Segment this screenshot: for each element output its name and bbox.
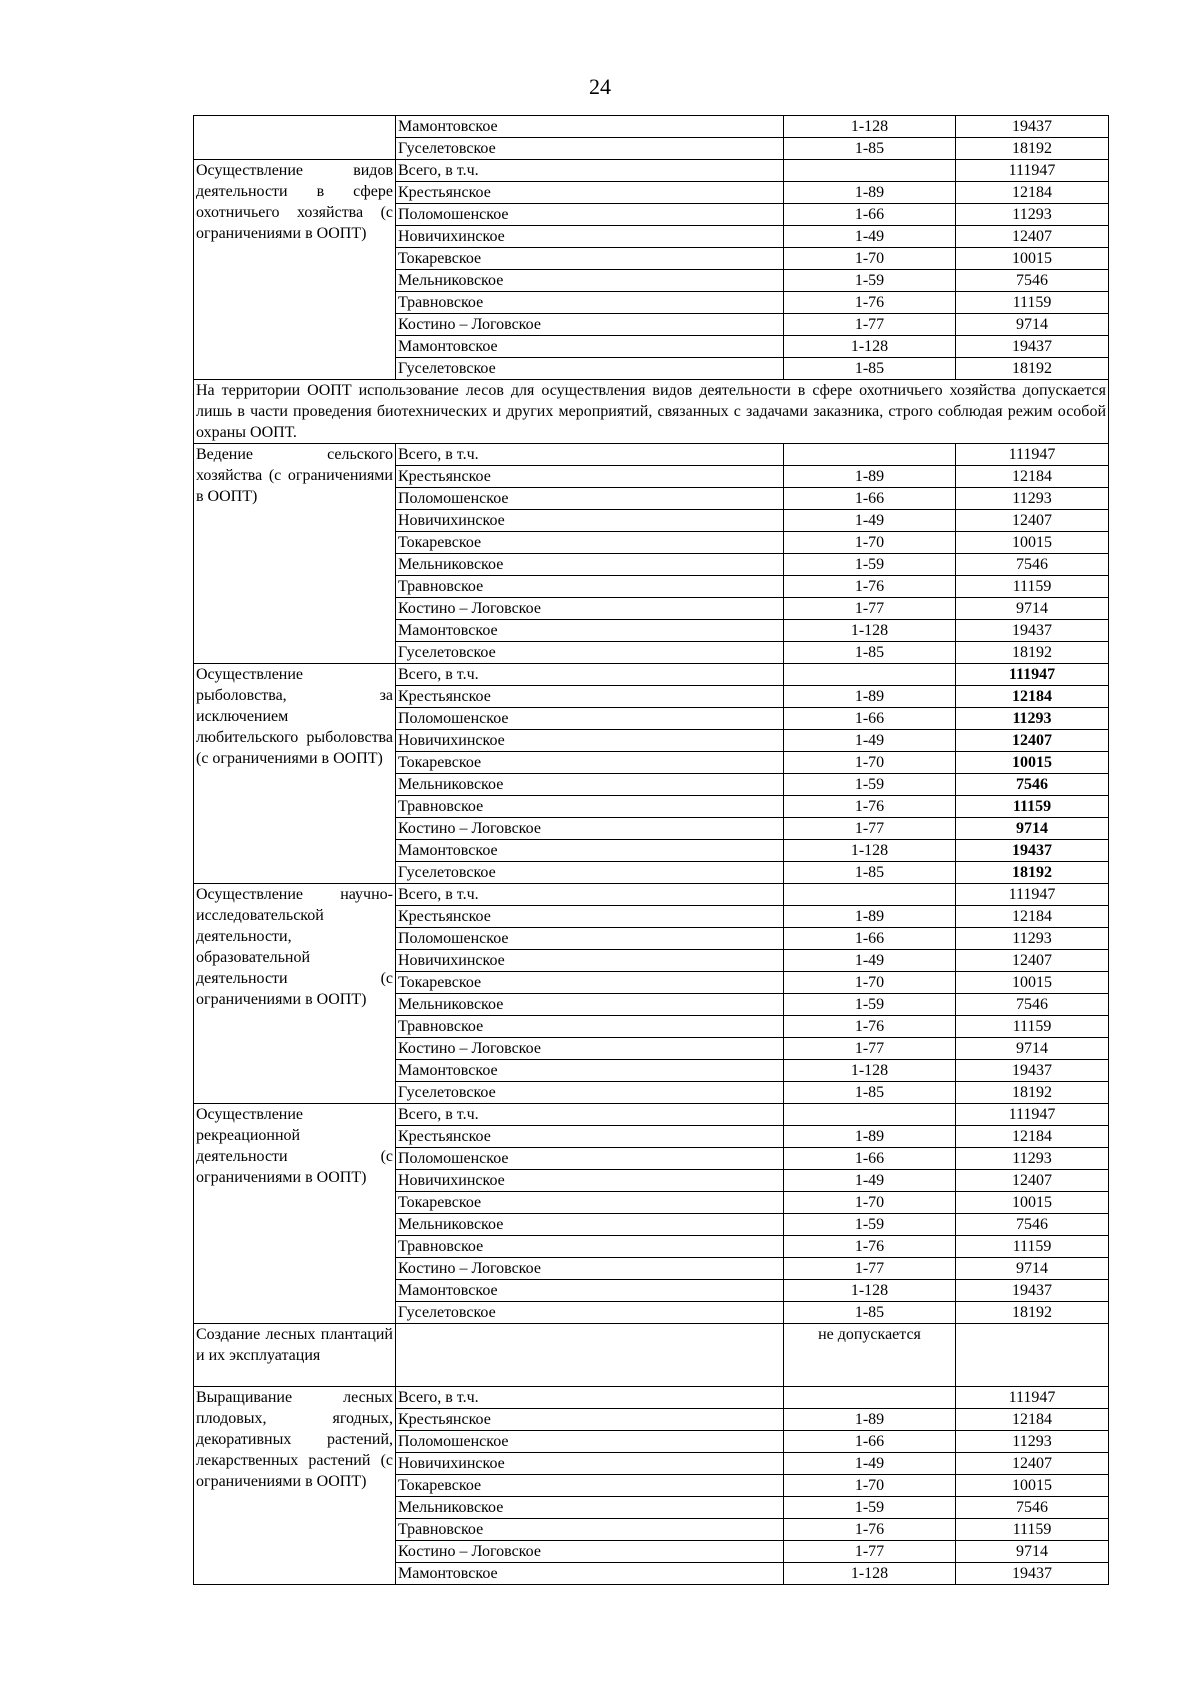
area-cell: 11159 bbox=[956, 1519, 1109, 1541]
quarters-cell: 1-76 bbox=[784, 576, 956, 598]
forestry-cell: Травновское bbox=[396, 292, 784, 314]
quarters-cell: 1-66 bbox=[784, 928, 956, 950]
forestry-cell: Костино – Логовское bbox=[396, 314, 784, 336]
forestry-cell: Травновское bbox=[396, 1016, 784, 1038]
area-cell: 9714 bbox=[956, 1541, 1109, 1563]
forestry-cell: Мамонтовское bbox=[396, 336, 784, 358]
forestry-cell: Мельниковское bbox=[396, 994, 784, 1016]
quarters-cell: 1-85 bbox=[784, 642, 956, 664]
forestry-cell: Всего, в т.ч. bbox=[396, 884, 784, 906]
quarters-cell bbox=[784, 444, 956, 466]
forestry-cell: Поломошенское bbox=[396, 204, 784, 226]
area-cell: 11293 bbox=[956, 1431, 1109, 1453]
quarters-cell: 1-89 bbox=[784, 906, 956, 928]
quarters-cell: 1-59 bbox=[784, 994, 956, 1016]
quarters-cell: 1-77 bbox=[784, 818, 956, 840]
forestry-cell: Крестьянское bbox=[396, 466, 784, 488]
area-cell: 11159 bbox=[956, 1016, 1109, 1038]
quarters-cell: 1-89 bbox=[784, 1126, 956, 1148]
forestry-cell: Мамонтовское bbox=[396, 1060, 784, 1082]
forestry-cell: Всего, в т.ч. bbox=[396, 160, 784, 182]
quarters-cell: 1-49 bbox=[784, 730, 956, 752]
area-cell: 12407 bbox=[956, 1453, 1109, 1475]
forestry-cell: Поломошенское bbox=[396, 1431, 784, 1453]
quarters-cell: 1-76 bbox=[784, 1236, 956, 1258]
quarters-cell: 1-70 bbox=[784, 1192, 956, 1214]
forestry-cell: Поломошенское bbox=[396, 1148, 784, 1170]
quarters-cell: 1-59 bbox=[784, 774, 956, 796]
forestry-cell: Новичихинское bbox=[396, 730, 784, 752]
area-cell: 12184 bbox=[956, 1126, 1109, 1148]
table-row bbox=[194, 884, 1109, 906]
area-cell: 12184 bbox=[956, 182, 1109, 204]
forestry-cell: Костино – Логовское bbox=[396, 1541, 784, 1563]
forestry-cell: Новичихинское bbox=[396, 226, 784, 248]
forestry-cell: Всего, в т.ч. bbox=[396, 1387, 784, 1409]
area-cell: 9714 bbox=[956, 314, 1109, 336]
forestry-cell: Токаревское bbox=[396, 972, 784, 994]
area-cell: 12407 bbox=[956, 1170, 1109, 1192]
forestry-cell: Мамонтовское bbox=[396, 116, 784, 138]
area-cell: 18192 bbox=[956, 138, 1109, 160]
quarters-cell: 1-49 bbox=[784, 226, 956, 248]
area-cell: 18192 bbox=[956, 642, 1109, 664]
quarters-cell: 1-66 bbox=[784, 708, 956, 730]
area-cell: 10015 bbox=[956, 1475, 1109, 1497]
activity-cell: Осуществление рыболовства, за исключением любительского рыболовства (с ограничениями в ООПТ) bbox=[194, 664, 396, 884]
quarters-cell: 1-77 bbox=[784, 598, 956, 620]
forestry-cell: Крестьянское bbox=[396, 182, 784, 204]
table-row bbox=[194, 1387, 1109, 1409]
quarters-cell: 1-77 bbox=[784, 1038, 956, 1060]
forestry-cell: Новичихинское bbox=[396, 510, 784, 532]
area-cell: 111947 bbox=[956, 160, 1109, 182]
forestry-cell: Травновское bbox=[396, 796, 784, 818]
area-cell: 12184 bbox=[956, 906, 1109, 928]
area-cell: 12407 bbox=[956, 510, 1109, 532]
area-cell: 9714 bbox=[956, 1258, 1109, 1280]
quarters-cell: 1-89 bbox=[784, 182, 956, 204]
forestry-cell: Костино – Логовское bbox=[396, 818, 784, 840]
forestry-cell: Травновское bbox=[396, 1236, 784, 1258]
quarters-cell: 1-70 bbox=[784, 248, 956, 270]
quarters-cell: 1-128 bbox=[784, 116, 956, 138]
forestry-cell: Травновское bbox=[396, 576, 784, 598]
forestry-cell: Мамонтовское bbox=[396, 620, 784, 642]
quarters-cell: 1-76 bbox=[784, 1016, 956, 1038]
forestry-cell: Токаревское bbox=[396, 248, 784, 270]
quarters-cell: 1-128 bbox=[784, 336, 956, 358]
quarters-cell: 1-89 bbox=[784, 1409, 956, 1431]
area-cell: 10015 bbox=[956, 248, 1109, 270]
forestry-cell: Мельниковское bbox=[396, 554, 784, 576]
forestry-cell: Крестьянское bbox=[396, 1409, 784, 1431]
area-cell: 111947 bbox=[956, 444, 1109, 466]
quarters-cell: 1-85 bbox=[784, 1302, 956, 1324]
quarters-cell: 1-128 bbox=[784, 840, 956, 862]
quarters-cell bbox=[784, 1387, 956, 1409]
quarters-cell: 1-70 bbox=[784, 752, 956, 774]
table-row bbox=[194, 1324, 1109, 1387]
forestry-cell: Мельниковское bbox=[396, 1214, 784, 1236]
forestry-cell: Крестьянское bbox=[396, 1126, 784, 1148]
quarters-cell: 1-77 bbox=[784, 1258, 956, 1280]
area-cell: 12407 bbox=[956, 730, 1109, 752]
quarters-cell: 1-128 bbox=[784, 620, 956, 642]
forestry-cell: Костино – Логовское bbox=[396, 1038, 784, 1060]
activity-cell: Осуществление видов деятельности в сфере охотничьего хозяйства (с ограничениями в ООПТ) bbox=[194, 160, 396, 380]
forestry-cell: Всего, в т.ч. bbox=[396, 444, 784, 466]
forestry-cell: Новичихинское bbox=[396, 1170, 784, 1192]
quarters-cell bbox=[784, 884, 956, 906]
quarters-cell: 1-59 bbox=[784, 270, 956, 292]
area-cell: 11293 bbox=[956, 1148, 1109, 1170]
ooptp-note: На территории ООПТ использование лесов для осуществления видов деятельности в сфере охотничьего хозяйства допускается лишь в части проведения биотехнических и других мероприятий, связанных с задачами заказника, строго соблюдая режим особой охраны ООПТ. bbox=[194, 380, 1109, 444]
area-cell: 18192 bbox=[956, 1302, 1109, 1324]
forestry-cell: Гуселетовское bbox=[396, 1302, 784, 1324]
area-cell: 10015 bbox=[956, 1192, 1109, 1214]
forestry-cell: Крестьянское bbox=[396, 906, 784, 928]
forestry-cell: Травновское bbox=[396, 1519, 784, 1541]
forestry-cell: Мельниковское bbox=[396, 1497, 784, 1519]
area-cell: 18192 bbox=[956, 358, 1109, 380]
activity-cell bbox=[194, 116, 396, 160]
forestry-cell: Гуселетовское bbox=[396, 642, 784, 664]
area-cell: 18192 bbox=[956, 862, 1109, 884]
forest-use-table bbox=[193, 115, 1109, 1585]
area-cell: 9714 bbox=[956, 598, 1109, 620]
quarters-cell: 1-66 bbox=[784, 488, 956, 510]
forestry-cell: Мельниковское bbox=[396, 774, 784, 796]
page-number: 24 bbox=[589, 74, 611, 99]
area-cell: 111947 bbox=[956, 884, 1109, 906]
quarters-cell: 1-59 bbox=[784, 554, 956, 576]
quarters-cell: 1-128 bbox=[784, 1060, 956, 1082]
area-cell: 11293 bbox=[956, 928, 1109, 950]
table-row bbox=[194, 1104, 1109, 1126]
quarters-cell: 1-70 bbox=[784, 972, 956, 994]
area-cell: 7546 bbox=[956, 270, 1109, 292]
area-cell: 11293 bbox=[956, 204, 1109, 226]
table-row bbox=[194, 664, 1109, 686]
quarters-cell: 1-89 bbox=[784, 466, 956, 488]
forestry-cell: Гуселетовское bbox=[396, 1082, 784, 1104]
area-cell: 10015 bbox=[956, 752, 1109, 774]
area-cell: 11159 bbox=[956, 1236, 1109, 1258]
quarters-cell: 1-77 bbox=[784, 314, 956, 336]
area-cell: 7546 bbox=[956, 1214, 1109, 1236]
area-cell: 19437 bbox=[956, 620, 1109, 642]
quarters-cell: 1-49 bbox=[784, 510, 956, 532]
quarters-cell: 1-49 bbox=[784, 1453, 956, 1475]
area-cell: 11293 bbox=[956, 708, 1109, 730]
forestry-cell: Костино – Логовское bbox=[396, 1258, 784, 1280]
table-row bbox=[194, 160, 1109, 182]
forestry-cell: Поломошенское bbox=[396, 488, 784, 510]
quarters-cell: 1-70 bbox=[784, 1475, 956, 1497]
forestry-cell: Гуселетовское bbox=[396, 862, 784, 884]
quarters-cell: 1-66 bbox=[784, 204, 956, 226]
quarters-cell: 1-59 bbox=[784, 1497, 956, 1519]
forestry-cell: Токаревское bbox=[396, 752, 784, 774]
forestry-cell: Костино – Логовское bbox=[396, 598, 784, 620]
area-cell: 111947 bbox=[956, 1387, 1109, 1409]
forestry-cell: Крестьянское bbox=[396, 686, 784, 708]
area-cell: 7546 bbox=[956, 1497, 1109, 1519]
forestry-cell: Всего, в т.ч. bbox=[396, 664, 784, 686]
table-row bbox=[194, 116, 1109, 138]
quarters-cell: 1-85 bbox=[784, 138, 956, 160]
area-cell: 7546 bbox=[956, 774, 1109, 796]
forestry-cell: Токаревское bbox=[396, 1192, 784, 1214]
quarters-cell bbox=[784, 664, 956, 686]
forestry-cell: Мамонтовское bbox=[396, 840, 784, 862]
area-cell: 11159 bbox=[956, 796, 1109, 818]
area-cell: 19437 bbox=[956, 116, 1109, 138]
activity-cell: Осуществление рекреационной деятельности (с ограничениями в ООПТ) bbox=[194, 1104, 396, 1324]
area-cell: 9714 bbox=[956, 818, 1109, 840]
quarters-cell: 1-59 bbox=[784, 1214, 956, 1236]
area-cell: 7546 bbox=[956, 554, 1109, 576]
area-cell: 11159 bbox=[956, 292, 1109, 314]
quarters-cell: 1-128 bbox=[784, 1280, 956, 1302]
forestry-cell: Гуселетовское bbox=[396, 138, 784, 160]
quarters-cell: 1-66 bbox=[784, 1431, 956, 1453]
activity-cell: Осуществление научно-исследовательской деятельности, образовательной деятельности (с ограничениями в ООПТ) bbox=[194, 884, 396, 1104]
forestry-cell: Токаревское bbox=[396, 1475, 784, 1497]
forestry-cell: Токаревское bbox=[396, 532, 784, 554]
area-cell: 111947 bbox=[956, 664, 1109, 686]
quarters-cell: 1-77 bbox=[784, 1541, 956, 1563]
quarters-cell: 1-76 bbox=[784, 796, 956, 818]
activity-cell: Создание лесных плантаций и их эксплуатация bbox=[194, 1324, 396, 1387]
quarters-cell: 1-128 bbox=[784, 1563, 956, 1585]
area-cell: 12184 bbox=[956, 686, 1109, 708]
area-cell: 11159 bbox=[956, 576, 1109, 598]
area-cell: 9714 bbox=[956, 1038, 1109, 1060]
quarters-cell: 1-76 bbox=[784, 292, 956, 314]
area-cell: 12407 bbox=[956, 950, 1109, 972]
area-cell: 10015 bbox=[956, 972, 1109, 994]
forestry-cell bbox=[396, 1324, 784, 1387]
area-cell: 19437 bbox=[956, 1280, 1109, 1302]
quarters-cell: 1-89 bbox=[784, 686, 956, 708]
quarters-cell bbox=[784, 160, 956, 182]
area-cell: 7546 bbox=[956, 994, 1109, 1016]
area-cell: 19437 bbox=[956, 336, 1109, 358]
forestry-cell: Поломошенское bbox=[396, 928, 784, 950]
area-cell: 19437 bbox=[956, 840, 1109, 862]
area-cell: 18192 bbox=[956, 1082, 1109, 1104]
area-cell: 10015 bbox=[956, 532, 1109, 554]
area-cell: 12407 bbox=[956, 226, 1109, 248]
forestry-cell: Всего, в т.ч. bbox=[396, 1104, 784, 1126]
area-cell: 111947 bbox=[956, 1104, 1109, 1126]
forestry-cell: Новичихинское bbox=[396, 950, 784, 972]
forestry-cell: Гуселетовское bbox=[396, 358, 784, 380]
forestry-cell: Поломошенское bbox=[396, 708, 784, 730]
note-row bbox=[194, 380, 1109, 444]
quarters-cell: 1-49 bbox=[784, 950, 956, 972]
quarters-cell: 1-85 bbox=[784, 862, 956, 884]
forestry-cell: Мамонтовское bbox=[396, 1280, 784, 1302]
forestry-cell: Мамонтовское bbox=[396, 1563, 784, 1585]
quarters-cell: 1-70 bbox=[784, 532, 956, 554]
quarters-cell: 1-85 bbox=[784, 358, 956, 380]
forestry-cell: Мельниковское bbox=[396, 270, 784, 292]
area-cell: 12184 bbox=[956, 1409, 1109, 1431]
area-cell: 11293 bbox=[956, 488, 1109, 510]
not-allowed-cell: не допускается bbox=[784, 1324, 956, 1387]
quarters-cell bbox=[784, 1104, 956, 1126]
area-cell: 12184 bbox=[956, 466, 1109, 488]
quarters-cell: 1-85 bbox=[784, 1082, 956, 1104]
activity-cell: Ведение сельского хозяйства (с ограничениями в ООПТ) bbox=[194, 444, 396, 664]
table-row bbox=[194, 444, 1109, 466]
activity-cell: Выращивание лесных плодовых, ягодных, декоративных растений, лекарственных растений (с ограничениями в ООПТ) bbox=[194, 1387, 396, 1585]
quarters-cell: 1-49 bbox=[784, 1170, 956, 1192]
quarters-cell: 1-76 bbox=[784, 1519, 956, 1541]
area-cell: 19437 bbox=[956, 1060, 1109, 1082]
forestry-cell: Новичихинское bbox=[396, 1453, 784, 1475]
quarters-cell: 1-66 bbox=[784, 1148, 956, 1170]
area-cell: 19437 bbox=[956, 1563, 1109, 1585]
area-cell bbox=[956, 1324, 1109, 1387]
